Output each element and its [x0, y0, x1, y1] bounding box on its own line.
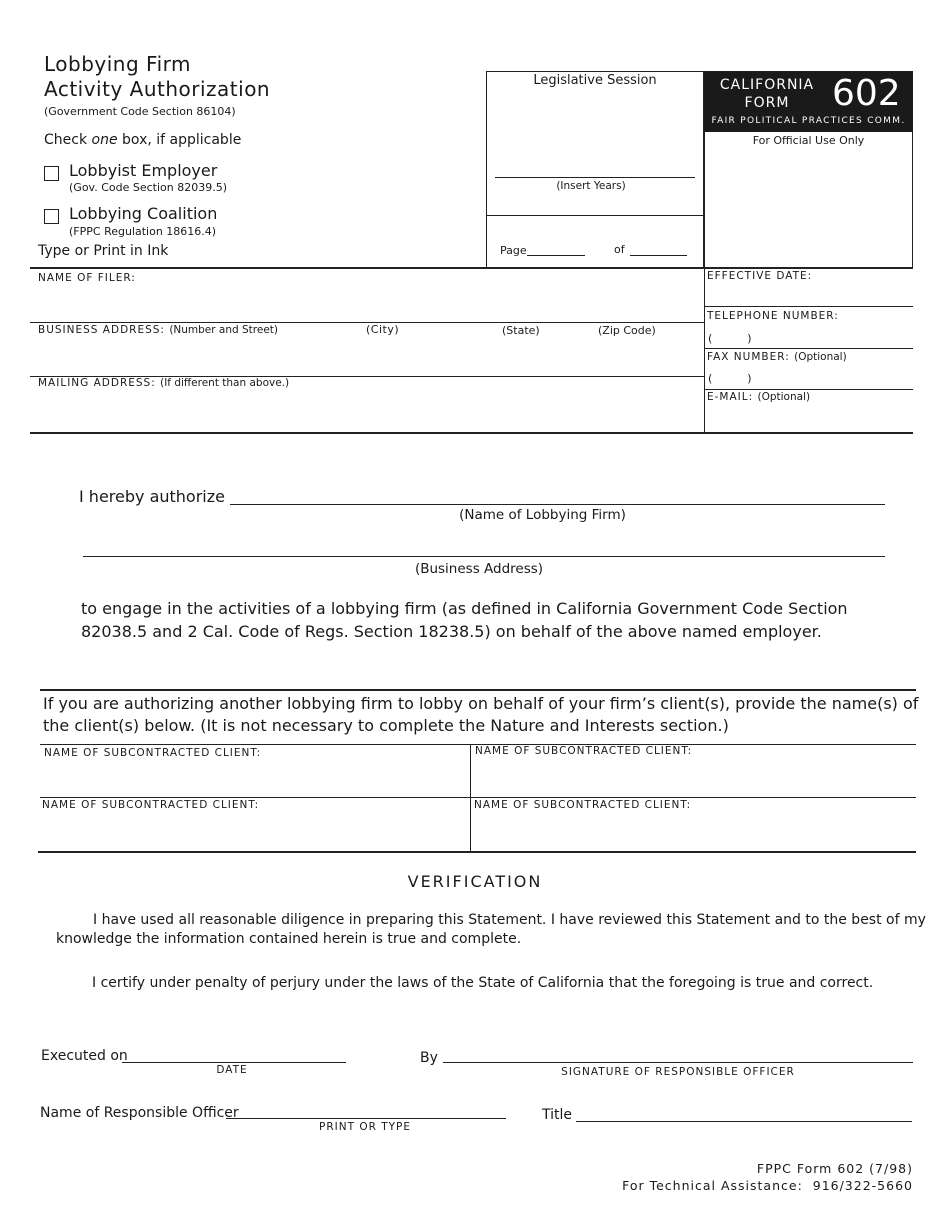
business-address-field[interactable] [83, 556, 885, 557]
subcontracted-client-4-label[interactable]: NAME OF SUBCONTRACTED CLIENT: [474, 799, 692, 811]
verification-heading: VERIFICATION [407, 872, 543, 891]
gov-code-reference: (Government Code Section 86104) [44, 105, 236, 118]
business-address-label: BUSINESS ADDRESS: (Number and Street) [38, 324, 279, 336]
city-label: (City) [366, 323, 400, 336]
telephone-divider [704, 348, 913, 349]
form-title-line2: Activity Authorization [44, 77, 271, 101]
lobbying-firm-name-field[interactable] [230, 504, 885, 505]
telephone-label: TELEPHONE NUMBER: [707, 310, 839, 322]
zip-code-label: (Zip Code) [598, 324, 656, 337]
responsible-officer-label: Name of Responsible Officer [40, 1105, 239, 1121]
lobbyist-employer-code: (Gov. Code Section 82039.5) [69, 181, 227, 194]
check-one-instruction: Check one box, if applicable [44, 132, 242, 148]
title-field[interactable] [576, 1121, 912, 1122]
verification-para1-line2: knowledge the information contained herein is true and complete. [56, 931, 522, 947]
print-or-type-caption: PRINT OR TYPE [318, 1121, 412, 1133]
effective-date-label: EFFECTIVE DATE: [707, 270, 813, 282]
signature-caption: SIGNATURE OF RESPONSIBLE OFFICER [561, 1066, 795, 1078]
badge-form-number: 602 [832, 73, 901, 114]
fax-divider [704, 389, 913, 390]
business-address-caption: (Business Address) [414, 561, 544, 577]
telephone-area-code: ( ) [708, 332, 752, 345]
badge-commission: FAIR POLITICAL PRACTICES COMM. [711, 116, 906, 126]
subcontracted-client-1-label[interactable]: NAME OF SUBCONTRACTED CLIENT: [44, 747, 262, 759]
type-or-print-note: Type or Print in Ink [38, 243, 169, 259]
page-total-field[interactable] [630, 255, 687, 256]
subcontract-bottom-rule [38, 851, 916, 853]
subcontract-top-rule [40, 689, 916, 691]
footer-form-id: FPPC Form 602 (7/98) [756, 1161, 913, 1176]
legislative-session-box [486, 71, 704, 267]
subcontract-intro-line1: If you are authorizing another lobbying firm to lobby on behalf of your firm’s client(s), provide the name(s) of [43, 694, 919, 713]
page-label: Page [500, 244, 527, 257]
by-label: By [420, 1050, 438, 1066]
verification-para2: I certify under penalty of perjury under the laws of the State of California that the foregoing is true and correct. [92, 975, 874, 991]
verification-para1-line1: I have used all reasonable diligence in preparing this Statement. I have reviewed this Statement and to the best of my [93, 912, 926, 928]
session-divider [486, 215, 704, 216]
name-of-filer-label: NAME OF FILER: [38, 272, 136, 284]
executed-on-label: Executed on [41, 1048, 128, 1064]
lobbying-firm-caption: (Name of Lobbying Firm) [459, 507, 626, 523]
official-use-label: For Official Use Only [752, 134, 865, 147]
authorize-text-line2: 82038.5 and 2 Cal. Code of Regs. Section 18238.5) on behalf of the above named employer. [81, 622, 822, 641]
email-label: E-MAIL: (Optional) [707, 391, 811, 403]
title-label: Title [542, 1107, 573, 1123]
page-number-field[interactable] [527, 255, 585, 256]
lobbying-coalition-checkbox[interactable] [44, 209, 59, 224]
lobbyist-employer-checkbox[interactable] [44, 166, 59, 181]
signature-field[interactable] [443, 1062, 913, 1063]
of-label: of [614, 243, 625, 256]
subcontracted-client-3-label[interactable]: NAME OF SUBCONTRACTED CLIENT: [42, 799, 260, 811]
session-years-field[interactable] [495, 177, 695, 178]
date-caption: DATE [216, 1064, 248, 1076]
badge-california: CALIFORNIA [719, 77, 815, 93]
fax-area-code: ( ) [708, 372, 752, 385]
fax-label: FAX NUMBER: (Optional) [707, 351, 847, 363]
badge-form: FORM [744, 95, 790, 111]
mailing-address-label: MAILING ADDRESS: (If different than above.) [38, 377, 290, 389]
filer-column-divider [704, 268, 705, 433]
responsible-officer-field[interactable] [226, 1118, 506, 1119]
lobbying-coalition-label: Lobbying Coalition [69, 204, 218, 223]
authorize-text-line1: to engage in the activities of a lobbying firm (as defined in California Government Code Section [81, 599, 848, 618]
insert-years-caption: (Insert Years) [556, 180, 626, 192]
filer-section-bottom-rule [30, 432, 913, 434]
legislative-session-label: Legislative Session [533, 73, 657, 88]
official-use-box [704, 132, 913, 268]
state-label: (State) [502, 324, 540, 337]
form-number-badge [704, 71, 913, 132]
form-title-line1: Lobbying Firm [44, 52, 191, 76]
footer-technical-assistance: For Technical Assistance: 916/322-5660 [622, 1178, 913, 1193]
authorize-lead: I hereby authorize [79, 487, 225, 506]
subcontract-intro-line2: the client(s) below. (It is not necessary to complete the Nature and Interests section.) [43, 716, 729, 735]
effective-date-divider [704, 306, 913, 307]
lobbying-coalition-code: (FPPC Regulation 18616.4) [69, 225, 217, 238]
filer-section-top-rule [30, 267, 913, 269]
subcontract-row-rule [40, 797, 916, 798]
subcontracted-client-2-label[interactable]: NAME OF SUBCONTRACTED CLIENT: [475, 745, 693, 757]
lobbyist-employer-label: Lobbyist Employer [69, 161, 218, 180]
executed-date-field[interactable] [122, 1062, 346, 1063]
